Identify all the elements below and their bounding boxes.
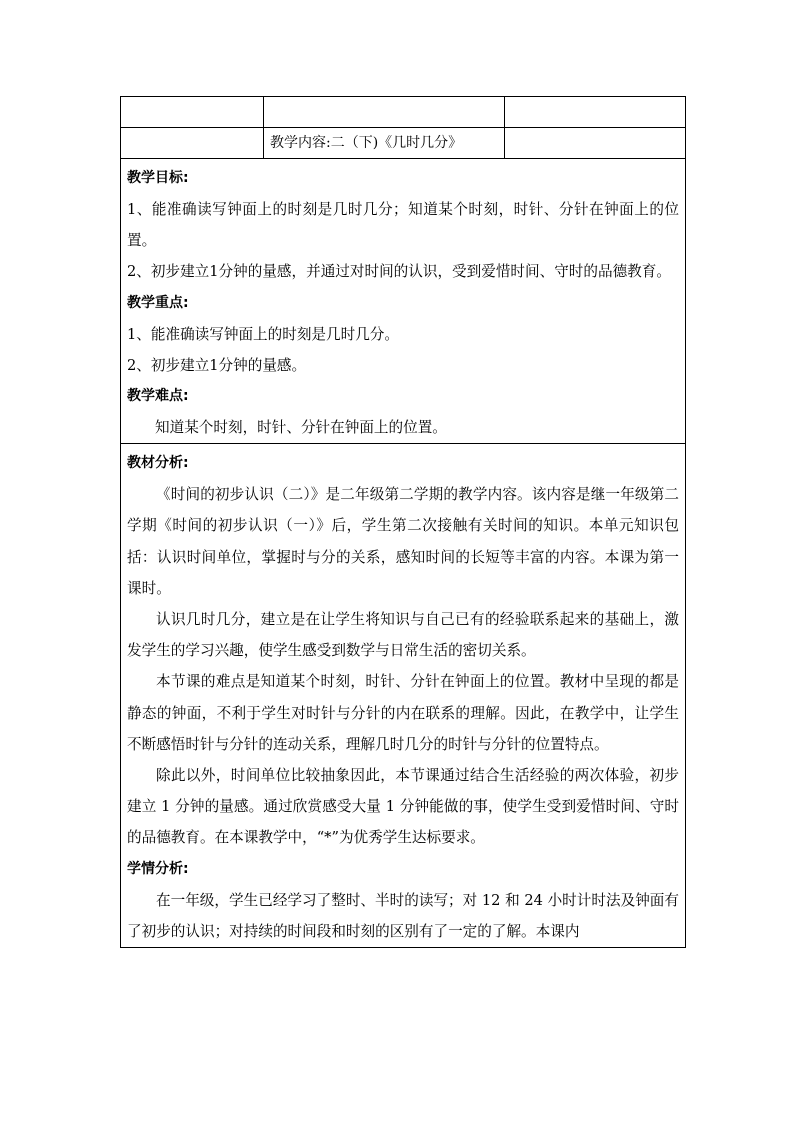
material-paragraph: 《时间的初步认识（二）》是二年级第二学期的教学内容。该内容是继一年级第二学期《时间的初步认识（一）》后，学生第二次接触有关时间的知识。本单元知识包括：认识时间单位，掌握时与分的关系，感知时间的长短等丰富的内容。本课为第一课时。 [127, 486, 679, 597]
material-paragraph: 本节课的难点是知道某个时刻，时针、分针在钟面上的位置。教材中呈现的都是静态的钟面，不利于学生对时针与分针的内在联系的理解。因此，在教学中，让学生不断感悟时针与分针的连动关系，理解几时几分的时针与分针的位置特点。 [127, 673, 679, 753]
objective-item: 1、能准确读写钟面上的时刻是几时几分；知道某个时刻，时针、分针在钟面上的位置。 [127, 201, 679, 250]
header-cell-3 [505, 97, 686, 128]
material-paragraph: 除此以外，时间单位比较抽象因此，本节课通过结合生活经验的两次体验，初步建立 1 分钟的量感。通过欣赏感受大量 1 分钟能做的事，使学生受到爱惜时间、守时的品德教育。在本课教学中，“*”为优秀学生达标要求。 [127, 767, 679, 847]
difficulties-text: 知道某个时刻，时针、分针在钟面上的位置。 [155, 419, 447, 437]
header-cell-1 [121, 97, 264, 128]
student-analysis-heading: 学情分析: [127, 860, 189, 877]
header-row-empty [121, 97, 686, 128]
key-point-item: 2、初步建立1分钟的量感。 [127, 356, 307, 374]
objective-item: 2、初步建立1分钟的量感，并通过对时间的认识，受到爱惜时间、守时的品德教育。 [127, 263, 671, 281]
difficulties-heading: 教学难点: [127, 388, 189, 405]
topic-cell-left [121, 128, 264, 159]
goals-cell [121, 159, 686, 444]
topic-cell-right [505, 128, 686, 159]
material-paragraph: 认识几时几分，建立是在让学生将知识与自己已有的经验联系起来的基础上，激发学生的学习兴趣，使学生感受到数学与日常生活的密切关系。 [127, 611, 679, 660]
objectives-heading: 教学目标: [127, 170, 189, 186]
analysis-row [121, 444, 686, 948]
key-point-item: 1、能准确读写钟面上的时刻是几时几分。 [127, 325, 399, 343]
header-cell-2 [264, 97, 505, 128]
student-analysis-text: 在一年级，学生已经学习了整时、半时的读写；对 12 和 24 小时计时法及钟面有了初步的认识；对持续的时间段和时刻的区别有了一定的了解。本课内 [127, 891, 679, 940]
analysis-cell [121, 444, 686, 948]
key-points-heading: 教学重点: [127, 294, 189, 311]
material-analysis-heading: 教材分析: [127, 455, 189, 472]
lesson-plan-table [120, 96, 686, 948]
header-row-topic [121, 128, 686, 159]
goals-row [121, 159, 686, 444]
lesson-topic: 教学内容:二（下)《几时几分》 [264, 128, 505, 159]
